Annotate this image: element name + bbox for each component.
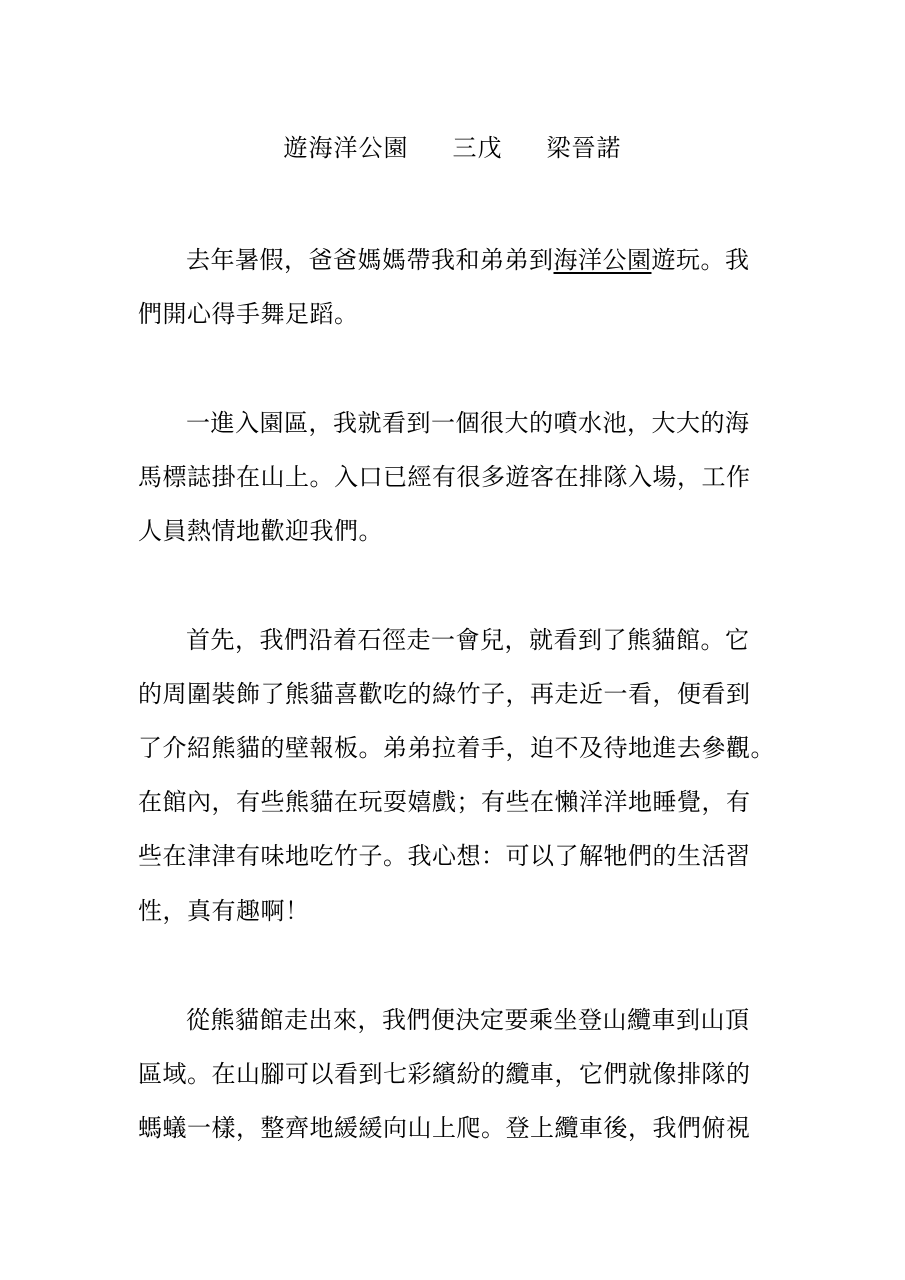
paragraph-2-line-3: 人員熱情地歡迎我們。 [138,517,383,545]
paragraph-3-line-5: 些在津津有味地吃竹子。我心想：可以了解牠們的生活習 [138,842,751,870]
paragraph-2-line-2: 馬標誌掛在山上。入口已經有很多遊客在排隊入場，工作 [138,463,751,491]
paragraph-4-line-1: 從熊貓館走出來，我們便決定要乘坐登山纜車到山頂 [186,1006,750,1034]
class-name: 三戊 [452,134,503,162]
place-name: 海洋公園 [553,246,652,274]
text-segment: 去年暑假，爸爸媽媽帶我和弟弟到 [186,246,554,274]
paragraph-4-line-3: 螞蟻一樣，整齊地緩緩向山上爬。登上纜車後，我們俯視 [138,1114,751,1142]
paragraph-1-line-2: 們開心得手舞足蹈。 [138,300,359,328]
paragraph-4-line-2: 區域。在山腳可以看到七彩繽紛的纜車，它們就像排隊的 [138,1060,751,1088]
paragraph-3-line-3: 了介紹熊貓的壁報板。弟弟拉着手，迫不及待地進去參觀。 [138,734,775,762]
paragraph-2-line-1: 一進入園區，我就看到一個很大的噴水池，大大的海 [186,409,750,437]
paragraph-3-line-1: 首先，我們沿着石徑走一會兒，就看到了熊貓館。它 [186,626,750,654]
paragraph-1-line-1 [186,242,750,278]
essay-title: 遊海洋公園 [283,134,409,162]
title-line [0,128,905,168]
text-segment: 遊玩。我 [651,246,750,274]
author-name: 梁晉諾 [546,134,622,162]
paragraph-3-line-2: 的周圍裝飾了熊貓喜歡吃的綠竹子，再走近一看，便看到 [138,680,751,708]
paragraph-3-line-6: 性，真有趣啊！ [138,897,310,925]
paragraph-3-line-4: 在館內，有些熊貓在玩耍嬉戲；有些在懶洋洋地睡覺，有 [138,788,751,816]
